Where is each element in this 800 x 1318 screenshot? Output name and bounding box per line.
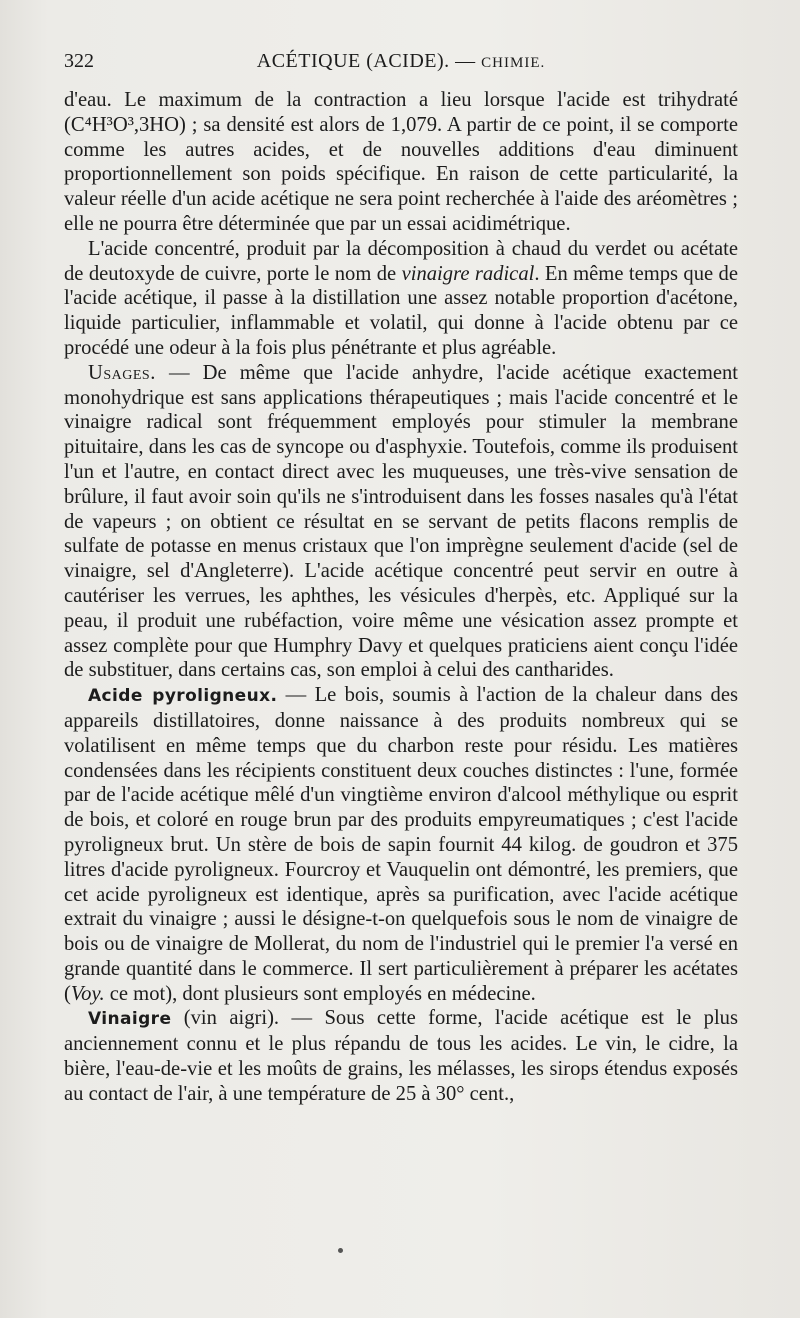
- title-section: CHIMIE.: [481, 55, 546, 71]
- body-text: [64, 88, 738, 1107]
- ink-dot: [338, 1248, 343, 1253]
- pyroligneux-text: — Le bois, soumis à l'action de la chaleur dans des appareils distillatoires, donne naissance à des produits nombreux qui se volatilisent en même temps que du charbon reste pour résidu. Les matières condensées dans les récipients constituent deux couches distinctes : l'une, formée par de l'acide acétique mêlé d'un vingtième environ d'alcool méthylique ou esprit de bois, et coloré en rouge brun par des produits empyreumatiques ; c'est l'acide pyroligneux brut. Un stère de bois de sapin fournit 44 kilog. de goudron et 375 litres d'acide pyroligneux. Fourcroy et Vauquelin ont démontré, les premiers, que cet acide pyroligneux est identique, après sa purification, avec l'acide acétique extrait du vinaigre ; aussi le désigne-t-on quelquefois sous le nom de vinaigre de bois ou de vinaigre de Mollerat, du nom de l'industriel qui le premier l'a versé en grande quantité dans le commerce. Il sert particulièrement à préparer les acétates (: [64, 684, 738, 1005]
- p2-after: . En même temps que de l'acide acétique, il passe à la distillation une assez notable proportion d'acétone, liquide particulier, inflammable et volatil, qui donne à l'acide obtenu par ce procédé une odeur à la fois plus pénétrante et plus agréable.: [64, 262, 738, 359]
- paragraph-density: d'eau. Le maximum de la contraction a lieu lorsque l'acide est trihydraté (C⁴H³O³,3HO) ; sa densité est alors de 1,079. A partir de ce point, il se comporte comme les autres acides, et de nouvelles additions d'eau diminuent proportionnellement son poids spécifique. En raison de cette particularité, la valeur réelle d'un acide acétique ne sera point recherchée à l'aide des aréomètres ; elle ne pourra être déterminée que par un essai acidimétrique.: [64, 89, 738, 235]
- running-title: [154, 50, 648, 73]
- title-main: ACÉTIQUE (ACIDE).: [256, 50, 450, 72]
- pyroligneux-after: ce mot), dont plusieurs sont employés en médecine.: [104, 982, 536, 1005]
- paragraph-usages: [64, 361, 738, 683]
- running-header: [64, 50, 738, 80]
- term-vinaigre-radical: vinaigre radical: [401, 262, 535, 285]
- vinaigre-text: (vin aigri). — Sous cette forme, l'acide acétique est le plus anciennement connu et le plus répandu de tous les acides. Le vin, le cidre, la bière, l'eau-de-vie et les moûts de grains, les mélasses, les sirops étendus exposés au contact de l'air, à une température de 25 à 30° cent.,: [64, 1007, 738, 1105]
- title-dash: —: [455, 50, 476, 72]
- heading-vinaigre: Vinaigre: [88, 1009, 172, 1030]
- paragraph-vinaigre: [64, 1006, 738, 1106]
- paragraph-pyroligneux: [64, 683, 738, 1006]
- paragraph-radical-vinegar: [64, 237, 738, 361]
- term-voy: Voy.: [70, 982, 105, 1005]
- p2-before: L'acide concentré, produit par la décomposition à chaud du verdet ou acétate de deutoxyde de cuivre, porte le nom de: [64, 237, 738, 285]
- page-number: 322: [64, 50, 94, 72]
- usages-text: — De même que l'acide anhydre, l'acide acétique exactement monohydrique est sans applications thérapeutiques ; mais l'acide concentré et le vinaigre radical sont fréquemment employés pour stimuler la membrane pituitaire, dans les cas de syncope ou d'asphyxie. Toutefois, comme ils produisent l'un et l'autre, en contact direct avec les muqueuses, une très-vive sensation de brûlure, il faut avoir soin qu'ils ne s'introduisent dans les fosses nasales qu'à l'état de vapeurs ; on obtient ce résultat en se servant de petits flacons remplis de sulfate de potasse en menus cristaux que l'on imprègne seulement d'acide (sel de vinaigre, sel d'Angleterre). L'acide acétique concentré peut servir en outre à cautériser les verrues, les aphthes, les vésicules d'herpès, etc. Appliqué sur la peau, il produit une rubéfaction, voire même une vésication assez prompte et assez complète pour que Humphry Davy et quelques praticiens aient conçu l'idée de substituer, dans certains cas, son emploi à celui des cantharides.: [64, 361, 738, 682]
- heading-acide-pyroligneux: Acide pyroligneux.: [88, 686, 278, 707]
- heading-usages: Usages.: [88, 361, 156, 384]
